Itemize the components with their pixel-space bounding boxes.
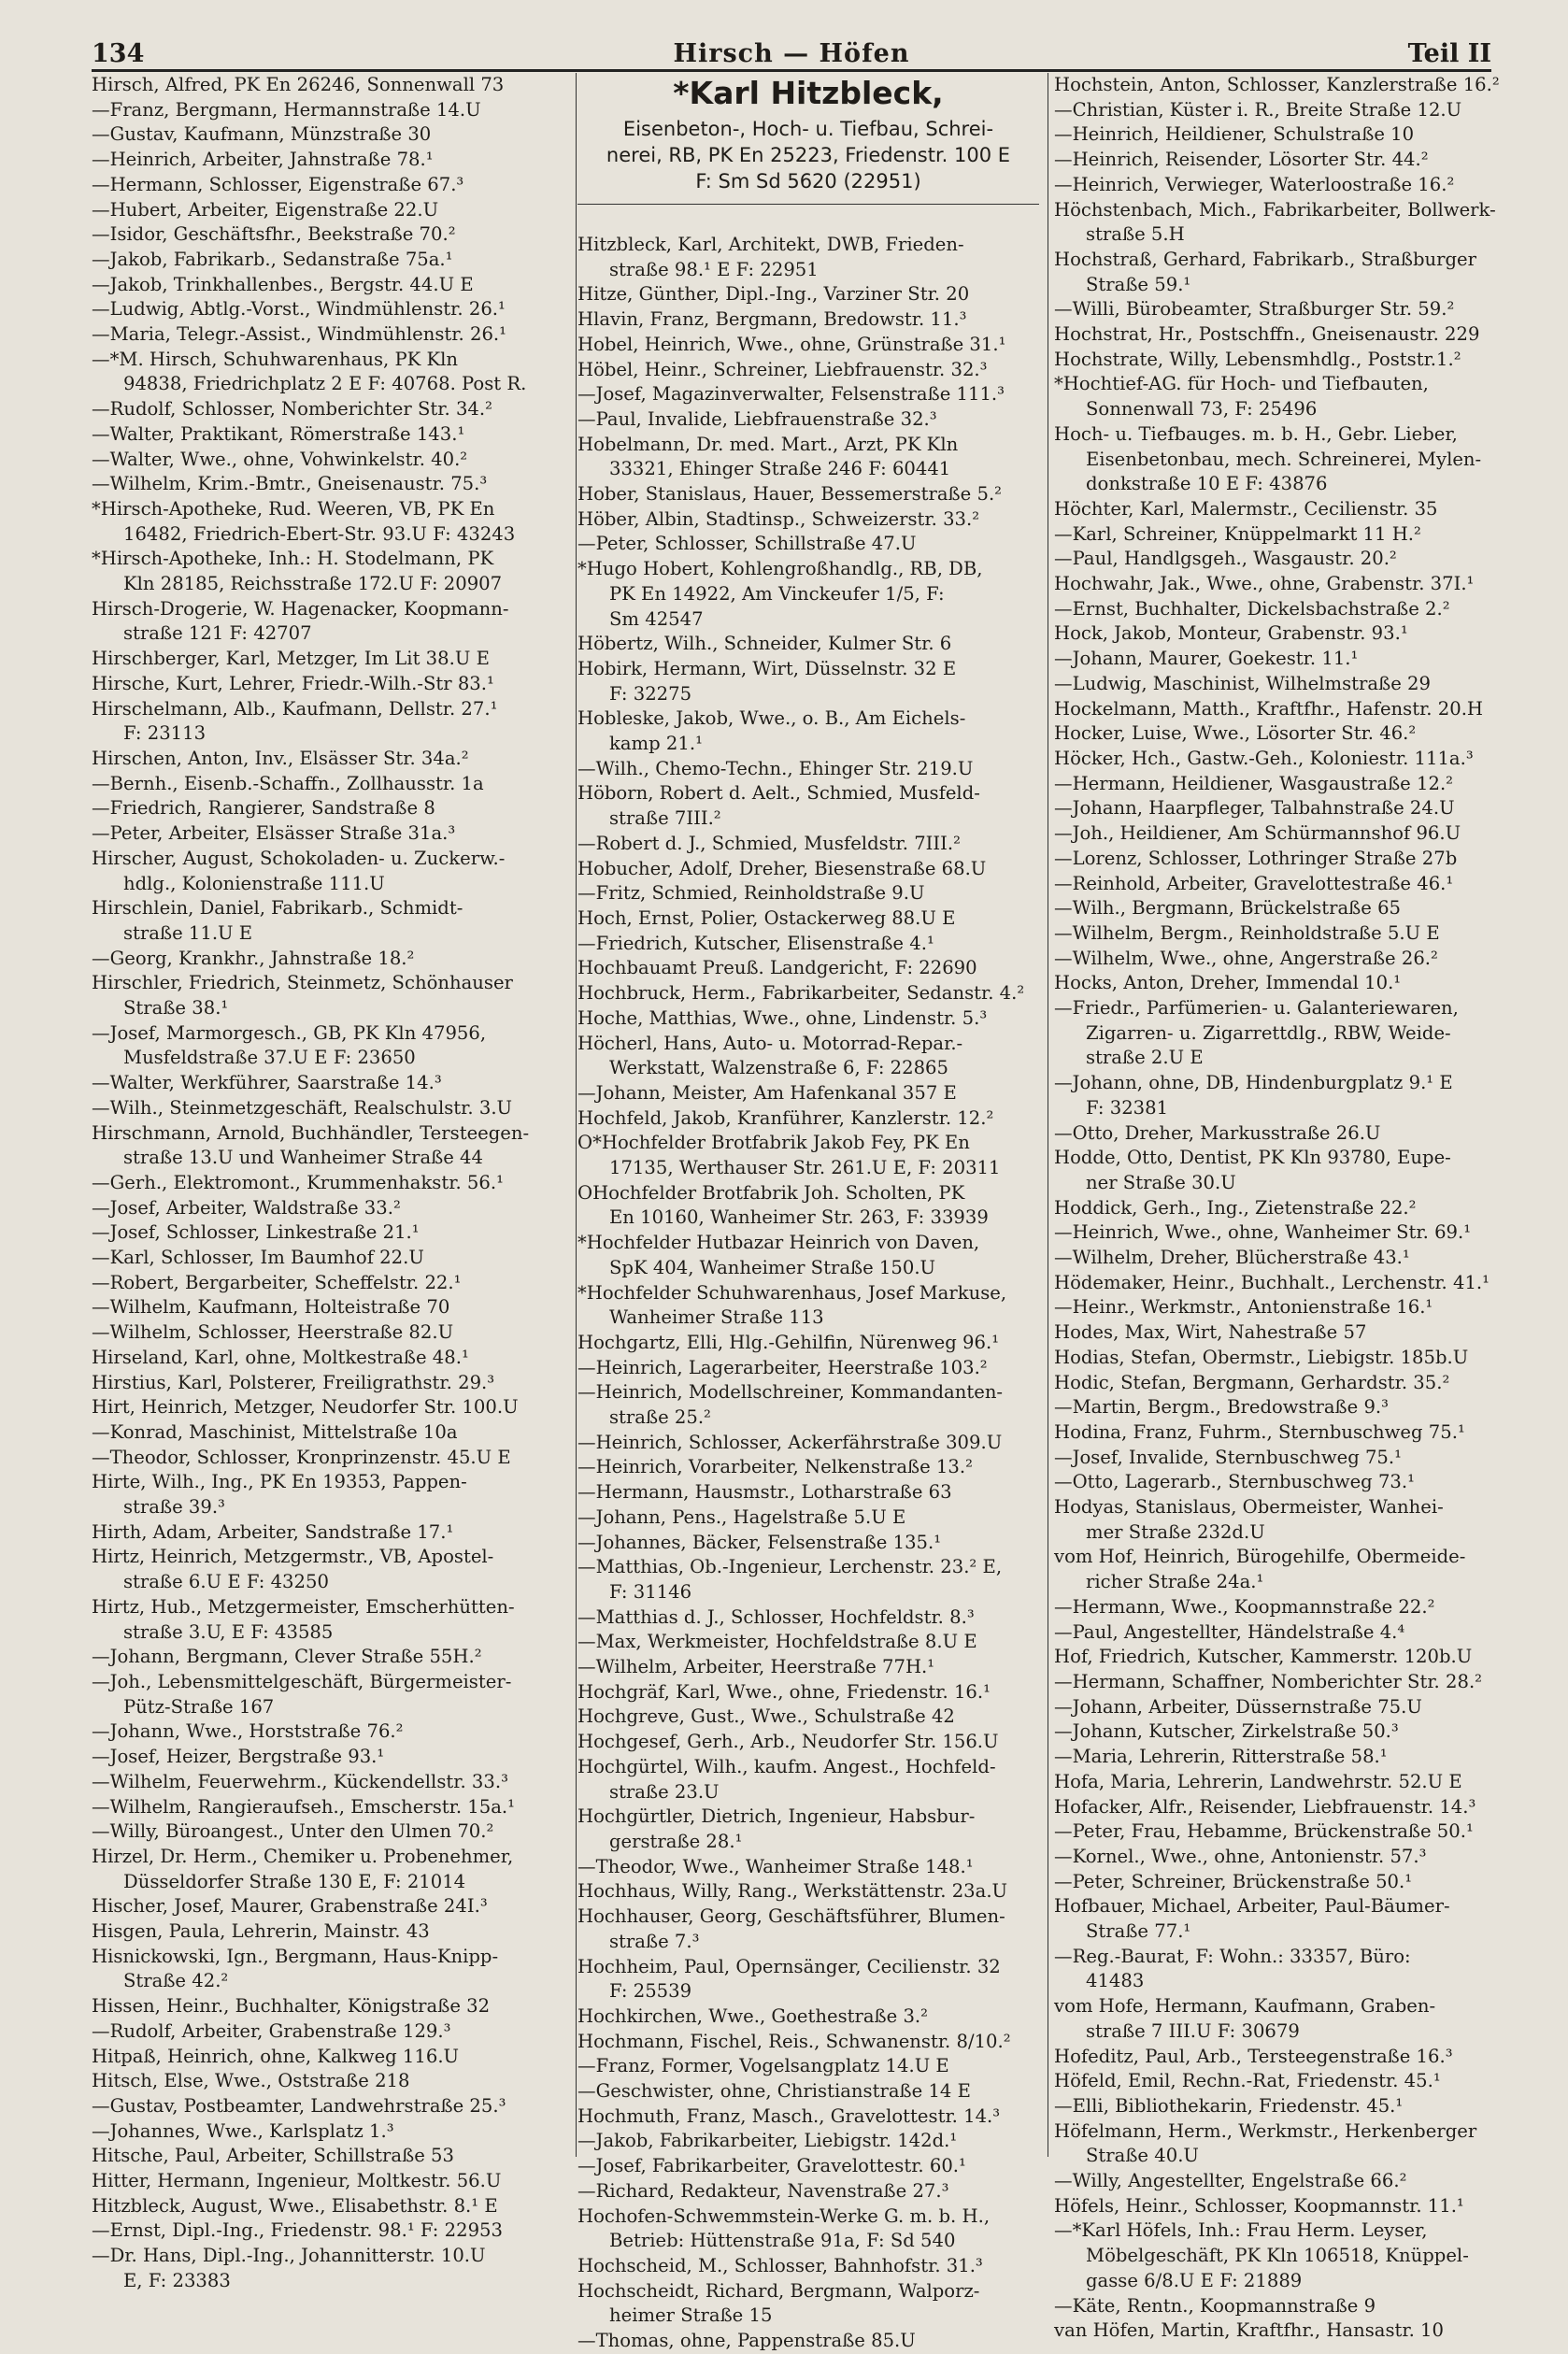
directory-entry: —Georg, Krankhr., Jahnstraße 18.² bbox=[92, 947, 415, 969]
directory-entry: —Wilh., Steinmetzgeschäft, Realschulstr. 3.U bbox=[92, 1096, 513, 1119]
directory-entry-continuation: straße 98.¹ E F: 22951 bbox=[609, 258, 819, 280]
directory-entry: *Hugo Hobert, Kohlengroßhandlg., RB, DB, bbox=[577, 558, 983, 580]
directory-entry: OHochfelder Brotfabrik Joh. Scholten, PK bbox=[577, 1181, 965, 1204]
directory-entry: —Reinhold, Arbeiter, Gravelottestraße 46.¹ bbox=[1054, 872, 1454, 894]
directory-entry: —Heinrich, Vorarbeiter, Nelkenstraße 13.² bbox=[577, 1456, 973, 1478]
directory-entry: —Peter, Schlosser, Schillstraße 47.U bbox=[577, 533, 917, 555]
directory-entry: Hirsch-Drogerie, W. Hagenacker, Koopmann- bbox=[92, 597, 509, 620]
directory-entry-continuation: straße 3.U, E F: 43585 bbox=[123, 1620, 334, 1643]
directory-entry: —Karl, Schlosser, Im Baumhof 22.U bbox=[92, 1247, 424, 1269]
directory-entry-continuation: gasse 6/8.U E F: 21889 bbox=[1086, 2269, 1303, 2291]
section-label: Teil II bbox=[1407, 39, 1491, 68]
directory-entry: Hirtz, Heinrich, Metzgermstr., VB, Apostel- bbox=[92, 1546, 494, 1568]
directory-entry-continuation: straße 11.U E bbox=[123, 921, 253, 944]
directory-entry: Hirscher, August, Schokoladen- u. Zuckerw.- bbox=[92, 847, 506, 869]
directory-entry: —Rudolf, Schlosser, Nomberichter Str. 34.² bbox=[92, 398, 492, 421]
directory-entry: Hober, Stanislaus, Hauer, Bessemerstraße 5.² bbox=[577, 483, 1003, 506]
directory-entry: Hoch- u. Tiefbauges. m. b. H., Gebr. Lieber, bbox=[1054, 422, 1458, 445]
directory-entry-continuation: F: 31146 bbox=[609, 1580, 692, 1603]
directory-entry: —Willy, Büroangest., Unter den Ulmen 70.² bbox=[92, 1820, 494, 1843]
directory-entry: Hisgen, Paula, Lehrerin, Mainstr. 43 bbox=[92, 1920, 430, 1943]
directory-entry-continuation: F: 23113 bbox=[123, 722, 207, 745]
directory-entry: Hochfeld, Jakob, Kranführer, Kanzlerstr. 12.² bbox=[577, 1106, 994, 1129]
directory-entry: —Käte, Rentn., Koopmannstraße 9 bbox=[1054, 2294, 1376, 2317]
directory-entry: —Hermann, Schlosser, Eigenstraße 67.³ bbox=[92, 173, 464, 195]
directory-entry: Höchter, Karl, Malermstr., Cecilienstr. 35 bbox=[1054, 497, 1438, 520]
directory-entry: —Johann, Kutscher, Zirkelstraße 50.³ bbox=[1054, 1720, 1399, 1743]
directory-entry: Hirschelmann, Alb., Kaufmann, Dellstr. 27.¹ bbox=[92, 697, 498, 720]
directory-entry: Höfels, Heinr., Schlosser, Koopmannstr. 11.¹ bbox=[1054, 2194, 1464, 2217]
directory-entry-continuation: 94838, Friedrichplatz 2 E F: 40768. Post R. bbox=[123, 373, 527, 395]
directory-entry-continuation: Straße 59.¹ bbox=[1086, 273, 1191, 295]
directory-entry-continuation: heimer Straße 15 bbox=[609, 2304, 773, 2327]
directory-entry: Hochhauser, Georg, Geschäftsführer, Blumen- bbox=[577, 1905, 1005, 1928]
directory-entry: —Johann, Bergmann, Clever Straße 55H.² bbox=[92, 1646, 482, 1668]
directory-entry: *Hochtief-AG. für Hoch- und Tiefbauten, bbox=[1054, 373, 1429, 395]
directory-entry: Hofeditz, Paul, Arb., Tersteegenstraße 16.³ bbox=[1054, 2045, 1453, 2067]
directory-entry: Hofbauer, Michael, Arbeiter, Paul-Bäumer- bbox=[1054, 1895, 1450, 1918]
directory-entry: —Wilh., Bergmann, Brückelstraße 65 bbox=[1054, 897, 1401, 920]
directory-entry: —Ernst, Dipl.-Ing., Friedenstr. 98.¹ F: 22953 bbox=[92, 2219, 503, 2242]
directory-entry: Hodias, Stefan, Obermstr., Liebigstr. 185b.U bbox=[1054, 1346, 1469, 1368]
directory-entry: Hoch, Ernst, Polier, Ostackerweg 88.U E bbox=[577, 906, 956, 929]
directory-entry: —Gustav, Kaufmann, Münzstraße 30 bbox=[92, 123, 432, 146]
directory-entry: —Heinrich, Wwe., ohne, Wanheimer Str. 69.¹ bbox=[1054, 1221, 1472, 1244]
directory-entry-continuation: 17135, Werthauser Str. 261.U E, F: 20311 bbox=[609, 1157, 1001, 1179]
directory-entry: —Maria, Lehrerin, Ritterstraße 58.¹ bbox=[1054, 1746, 1388, 1768]
directory-entry: Hirstius, Karl, Polsterer, Freiligrathstr. 29.³ bbox=[92, 1371, 495, 1393]
directory-entry-continuation: SpK 404, Wanheimer Straße 150.U bbox=[609, 1256, 936, 1278]
directory-entry: Höborn, Robert d. Aelt., Schmied, Musfeld- bbox=[577, 782, 980, 805]
directory-entry-continuation: Musfeldstraße 37.U E F: 23650 bbox=[123, 1047, 416, 1069]
directory-entry: —Joh., Heildiener, Am Schürmannshof 96.U bbox=[1054, 822, 1461, 845]
directory-entry: —Joh., Lebensmittelgeschäft, Bürgermeister- bbox=[92, 1671, 512, 1692]
directory-entry: Höcherl, Hans, Auto- u. Motorrad-Repar.- bbox=[577, 1032, 963, 1054]
directory-entry: Hirschler, Friedrich, Steinmetz, Schönhauser bbox=[92, 972, 513, 994]
directory-entry-continuation: donkstraße 10 E F: 43876 bbox=[1086, 473, 1328, 495]
directory-entry: —Jakob, Fabrikarbeiter, Liebigstr. 142d.¹ bbox=[577, 2130, 958, 2152]
directory-entry: Hochscheidt, Richard, Bergmann, Walporz- bbox=[577, 2279, 980, 2302]
directory-entry-continuation: straße 23.U bbox=[609, 1780, 720, 1803]
directory-entry: *Hochfelder Schuhwarenhaus, Josef Markuse, bbox=[577, 1281, 1007, 1304]
directory-entry-continuation: Werkstatt, Walzenstraße 6, F: 22865 bbox=[609, 1057, 948, 1079]
directory-entry: Hodic, Stefan, Bergmann, Gerhardstr. 35.² bbox=[1054, 1371, 1450, 1393]
directory-entry-continuation: Straße 38.¹ bbox=[123, 997, 229, 1020]
directory-entry-continuation: straße 6.U E F: 43250 bbox=[123, 1571, 329, 1593]
directory-entry-continuation: Zigarren- u. Zigarrettdlg., RBW, Weide- bbox=[1086, 1021, 1451, 1044]
directory-entry: —Heinrich, Modellschreiner, Kommandanten- bbox=[577, 1381, 1004, 1404]
directory-entry-continuation: Sm 42547 bbox=[609, 607, 704, 630]
directory-entry: —Wilhelm, Wwe., ohne, Angerstraße 26.² bbox=[1054, 947, 1438, 969]
directory-entry: Hochofen-Schwemmstein-Werke G. m. b. H., bbox=[577, 2204, 991, 2227]
directory-entry: vom Hofe, Hermann, Kaufmann, Graben- bbox=[1054, 1995, 1436, 2018]
directory-entry: Hobel, Heinrich, Wwe., ohne, Grünstraße 31.¹ bbox=[577, 333, 1006, 355]
directory-entry: —Max, Werkmeister, Hochfeldstraße 8.U E bbox=[577, 1631, 977, 1653]
ad-line: nerei, RB, PK En 25223, Friedenstr. 100 E bbox=[606, 144, 1011, 166]
directory-entry-continuation: Kln 28185, Reichsstraße 172.U F: 20907 bbox=[123, 573, 503, 595]
directory-entry: Höcker, Hch., Gastw.-Geh., Koloniestr. 111a.³ bbox=[1054, 747, 1474, 769]
directory-entry: Hirschen, Anton, Inv., Elsässer Str. 34a.² bbox=[92, 747, 469, 769]
directory-entry: —Peter, Schreiner, Brückenstraße 50.¹ bbox=[1054, 1870, 1413, 1892]
directory-entry: Hochmann, Fischel, Reis., Schwanenstr. 8/10.² bbox=[577, 2030, 1011, 2052]
directory-entry-continuation: ner Straße 30.U bbox=[1086, 1171, 1236, 1193]
directory-entry: —Franz, Former, Vogelsangplatz 14.U E bbox=[577, 2055, 949, 2077]
directory-entry: —Richard, Redakteur, Navenstraße 27.³ bbox=[577, 2179, 949, 2202]
directory-entry: —Johann, Meister, Am Hafenkanal 357 E bbox=[577, 1081, 957, 1104]
directory-entry: —Peter, Frau, Hebamme, Brückenstraße 50.¹ bbox=[1054, 1820, 1474, 1843]
directory-entry: —Geschwister, ohne, Christianstraße 14 E bbox=[577, 2080, 971, 2103]
directory-entry: Hirseland, Karl, ohne, Moltkestraße 48.¹ bbox=[92, 1346, 469, 1368]
directory-column-2 bbox=[577, 73, 1039, 2352]
directory-entry: Hocks, Anton, Dreher, Immendal 10.¹ bbox=[1054, 972, 1402, 994]
directory-entry-continuation: Straße 40.U bbox=[1086, 2145, 1199, 2167]
ad-company-name: *Karl Hitzbleck, bbox=[673, 75, 944, 111]
directory-entry: Hochgartz, Elli, Hlg.-Gehilfin, Nürenweg 96.¹ bbox=[577, 1331, 1000, 1353]
directory-entry: —Ernst, Buchhalter, Dickelsbachstraße 2.² bbox=[1054, 597, 1450, 620]
directory-entry: Hofa, Maria, Lehrerin, Landwehrstr. 52.U E bbox=[1054, 1770, 1462, 1792]
directory-entry: Hochgürtler, Dietrich, Ingenieur, Habsbur- bbox=[577, 1805, 976, 1828]
directory-entry: —Willi, Bürobeamter, Straßburger Str. 59.² bbox=[1054, 298, 1455, 321]
ad-line: F: Sm Sd 5620 (22951) bbox=[695, 170, 921, 193]
directory-entry-continuation: straße 7.³ bbox=[609, 1930, 700, 1952]
directory-entry: Höfeld, Emil, Rechn.-Rat, Friedenstr. 45.¹ bbox=[1054, 2070, 1441, 2092]
directory-entry: —Franz, Bergmann, Hermannstraße 14.U bbox=[92, 98, 481, 121]
directory-entry: —Johann, Wwe., Horststraße 76.² bbox=[92, 1720, 404, 1743]
directory-entry: Hodes, Max, Wirt, Nahestraße 57 bbox=[1054, 1321, 1367, 1344]
directory-entry-continuation: En 10160, Wanheimer Str. 263, F: 33939 bbox=[609, 1206, 989, 1229]
directory-entry: —Friedrich, Kutscher, Elisenstraße 4.¹ bbox=[577, 932, 934, 954]
directory-entry: —Robert, Bergarbeiter, Scheffelstr. 22.¹ bbox=[92, 1271, 462, 1293]
directory-entry: Hocker, Luise, Wwe., Lösorter Str. 46.² bbox=[1054, 722, 1417, 745]
directory-entry: Hlavin, Franz, Bergmann, Bredowstr. 11.³ bbox=[577, 308, 967, 331]
directory-entry-continuation: richer Straße 24a.¹ bbox=[1086, 1571, 1264, 1593]
directory-entry: Hirt, Heinrich, Metzger, Neudorfer Str. 100.U bbox=[92, 1396, 519, 1419]
directory-entry: Höbertz, Wilh., Schneider, Kulmer Str. 6 bbox=[577, 633, 952, 655]
directory-entry: Höbel, Heinr., Schreiner, Liebfrauenstr. 32.³ bbox=[577, 358, 988, 380]
directory-entry-continuation: straße 25.² bbox=[609, 1406, 711, 1429]
directory-entry-continuation: Sonnenwall 73, F: 25496 bbox=[1086, 398, 1318, 421]
directory-entry: Hochkirchen, Wwe., Goethestraße 3.² bbox=[577, 2004, 929, 2027]
directory-entry: —Willy, Angestellter, Engelstraße 66.² bbox=[1054, 2170, 1407, 2192]
directory-entry: Hochgürtel, Wilh., kaufm. Angest., Hochfeld- bbox=[577, 1755, 996, 1777]
directory-entry-continuation: straße 7 III.U F: 30679 bbox=[1086, 2019, 1300, 2042]
directory-entry: —Friedrich, Rangierer, Sandstraße 8 bbox=[92, 797, 435, 820]
directory-entry: —Hermann, Schaffner, Nomberichter Str. 28.² bbox=[1054, 1671, 1483, 1692]
directory-entry: —Jakob, Fabrikarb., Sedanstraße 75a.¹ bbox=[92, 248, 453, 270]
directory-entry: Hitzbleck, Karl, Architekt, DWB, Frieden- bbox=[577, 234, 964, 255]
directory-entry: Hochstraß, Gerhard, Fabrikarb., Straßburger bbox=[1054, 248, 1477, 270]
directory-entry: Hirschlein, Daniel, Fabrikarb., Schmidt- bbox=[92, 897, 463, 920]
directory-entry: —Theodor, Schlosser, Kronprinzenstr. 45.U E bbox=[92, 1446, 511, 1468]
directory-entry: —Gustav, Postbeamter, Landwehrstraße 25.³ bbox=[92, 2094, 506, 2117]
directory-entry: —Matthias, Ob.-Ingenieur, Lerchenstr. 23.² E, bbox=[577, 1556, 1003, 1578]
directory-entry: —Thomas, ohne, Pappenstraße 85.U bbox=[577, 2330, 916, 2352]
directory-entry-continuation: Möbelgeschäft, PK Kln 106518, Knüppel- bbox=[1086, 2245, 1469, 2267]
directory-entry: —Paul, Angestellter, Händelstraße 4.⁴ bbox=[1054, 1620, 1405, 1643]
directory-entry: —Ludwig, Abtlg.-Vorst., Windmühlenstr. 26.¹ bbox=[92, 298, 506, 321]
directory-entry: —Heinrich, Lagerarbeiter, Heerstraße 103.² bbox=[577, 1356, 988, 1378]
directory-entry: —Heinrich, Reisender, Lösorter Str. 44.² bbox=[1054, 149, 1429, 171]
directory-entry: Hochgesef, Gerh., Arb., Neudorfer Str. 156.U bbox=[577, 1731, 999, 1753]
directory-entry: Hitter, Hermann, Ingenieur, Moltkestr. 56.U bbox=[92, 2170, 502, 2192]
directory-entry: Hissen, Heinr., Buchhalter, Königstraße 32 bbox=[92, 1995, 491, 2018]
directory-entry-continuation: Pütz-Straße 167 bbox=[123, 1695, 275, 1718]
directory-entry: Höfelmann, Herm., Werkmstr., Herkenberger bbox=[1054, 2119, 1477, 2142]
directory-entry: Hock, Jakob, Monteur, Grabenstr. 93.¹ bbox=[1054, 622, 1408, 645]
directory-entry: Hochhaus, Willy, Rang., Werkstättenstr. 23a.U bbox=[577, 1880, 1008, 1903]
directory-entry: Hisnickowski, Ign., Bergmann, Haus-Knipp- bbox=[92, 1945, 499, 1967]
directory-entry: Hischer, Josef, Maurer, Grabenstraße 24I.³ bbox=[92, 1895, 488, 1918]
directory-entry: Hochstrat, Hr., Postschffn., Gneisenaustr. 229 bbox=[1054, 323, 1480, 346]
directory-entry-continuation: kamp 21.¹ bbox=[609, 733, 703, 755]
directory-entry: —Maria, Telegr.-Assist., Windmühlenstr. 26.¹ bbox=[92, 323, 506, 346]
directory-entry: Hitpaß, Heinrich, ohne, Kalkweg 116.U bbox=[92, 2045, 460, 2067]
directory-entry-continuation: straße 7III.² bbox=[609, 807, 721, 830]
directory-entry: —Josef, Marmorgesch., GB, PK Kln 47956, bbox=[92, 1021, 487, 1044]
directory-entry: —Walter, Wwe., ohne, Vohwinkelstr. 40.² bbox=[92, 448, 468, 470]
directory-entry-continuation: straße 2.U E bbox=[1086, 1047, 1204, 1069]
directory-entry: —Karl, Schreiner, Knüppelmarkt 11 H.² bbox=[1054, 522, 1421, 545]
directory-entry: —Josef, Fabrikarbeiter, Gravelottestr. 60.¹ bbox=[577, 2155, 966, 2177]
directory-entry: —Josef, Magazinverwalter, Felsenstraße 111.³ bbox=[577, 383, 1005, 406]
directory-entry: van Höfen, Martin, Kraftfhr., Hansastr. 10 bbox=[1054, 2319, 1444, 2342]
directory-entry: Hochwahr, Jak., Wwe., ohne, Grabenstr. 37I.¹ bbox=[1054, 573, 1475, 595]
directory-entry: —Hermann, Wwe., Koopmannstraße 22.² bbox=[1054, 1595, 1435, 1618]
directory-entry: —Hubert, Arbeiter, Eigenstraße 22.U bbox=[92, 198, 439, 221]
directory-entry-continuation: hdlg., Kolonienstraße 111.U bbox=[123, 872, 385, 894]
directory-entry: —Elli, Bibliothekarin, Friedenstr. 45.¹ bbox=[1054, 2094, 1404, 2117]
directory-entry: —Hermann, Hausmstr., Lotharstraße 63 bbox=[577, 1481, 952, 1504]
directory-entry-continuation: straße 5.H bbox=[1086, 223, 1185, 246]
directory-entry: Hitsche, Paul, Arbeiter, Schillstraße 53 bbox=[92, 2145, 454, 2167]
directory-entry: —Wilh., Chemo-Techn., Ehinger Str. 219.U bbox=[577, 757, 974, 779]
directory-entry-continuation: 41483 bbox=[1086, 1970, 1145, 1992]
directory-entry: —Matthias d. J., Schlosser, Hochfeldstr. 8.³ bbox=[577, 1605, 975, 1628]
directory-entry-continuation: Straße 42.² bbox=[123, 1970, 229, 1992]
directory-entry-continuation: PK En 14922, Am Vinckeufer 1/5, F: bbox=[609, 582, 945, 605]
directory-entry: Hochgräf, Karl, Wwe., ohne, Friedenstr. 16.¹ bbox=[577, 1680, 991, 1703]
directory-entry: —Johann, Haarpfleger, Talbahnstraße 24.U bbox=[1054, 797, 1455, 820]
directory-entry: Höber, Albin, Stadtinsp., Schweizerstr. 33.² bbox=[577, 507, 980, 530]
directory-column-1 bbox=[92, 73, 576, 2291]
directory-entry-continuation: Eisenbetonbau, mech. Schreinerei, Mylen- bbox=[1086, 448, 1482, 470]
directory-entry: —Robert d. J., Schmied, Musfeldstr. 7III.² bbox=[577, 832, 961, 854]
directory-entry: —Otto, Dreher, Markusstraße 26.U bbox=[1054, 1121, 1381, 1144]
directory-entry: —Josef, Invalide, Sternbuschweg 75.¹ bbox=[1054, 1446, 1402, 1468]
directory-entry: Hitze, Günther, Dipl.-Ing., Varziner Str. 20 bbox=[577, 283, 970, 306]
directory-entry: —Heinrich, Schlosser, Ackerfährstraße 309.U bbox=[577, 1431, 1003, 1453]
directory-entry-continuation: straße 13.U und Wanheimer Straße 44 bbox=[123, 1147, 483, 1169]
directory-entry: Hirsch, Alfred, PK En 26246, Sonnenwall 73 bbox=[92, 74, 505, 95]
directory-entry: —Gerh., Elektromont., Krummenhakstr. 56.¹ bbox=[92, 1171, 504, 1193]
directory-entry: —Heinr., Werkmstr., Antonienstraße 16.¹ bbox=[1054, 1296, 1433, 1319]
directory-entry: Hofacker, Alfr., Reisender, Liebfrauenstr. 14.³ bbox=[1054, 1795, 1476, 1818]
directory-entry-continuation: Straße 77.¹ bbox=[1086, 1920, 1191, 1943]
directory-entry: Hirsche, Kurt, Lehrer, Friedr.-Wilh.-Str 83.¹ bbox=[92, 672, 494, 694]
directory-entry: Hodyas, Stanislaus, Obermeister, Wanhei- bbox=[1054, 1496, 1444, 1519]
directory-entry: —Dr. Hans, Dipl.-Ing., Johannitterstr. 10.U bbox=[92, 2245, 486, 2267]
directory-entry-continuation: E, F: 23383 bbox=[123, 2269, 231, 2291]
directory-entry: —Johann, Maurer, Goekestr. 11.¹ bbox=[1054, 648, 1359, 670]
directory-entry: —Heinrich, Heildiener, Schulstraße 10 bbox=[1054, 123, 1415, 146]
directory-entry: —Wilhelm, Bergm., Reinholdstraße 5.U E bbox=[1054, 921, 1440, 944]
directory-entry: *Hochfelder Hutbazar Heinrich von Daven, bbox=[577, 1232, 980, 1254]
directory-entry: O*Hochfelder Brotfabrik Jakob Fey, PK En bbox=[577, 1132, 970, 1154]
directory-entry-continuation: Wanheimer Straße 113 bbox=[609, 1306, 824, 1329]
directory-entry: —Wilhelm, Schlosser, Heerstraße 82.U bbox=[92, 1321, 454, 1344]
directory-entry: —Otto, Lagerarb., Sternbuschweg 73.¹ bbox=[1054, 1471, 1415, 1493]
advertisement-box bbox=[577, 73, 1039, 205]
directory-entry: —Theodor, Wwe., Wanheimer Straße 148.¹ bbox=[577, 1855, 974, 1877]
directory-entry: —Walter, Praktikant, Römerstraße 143.¹ bbox=[92, 422, 465, 445]
directory-entry: —Jakob, Trinkhallenbes., Bergstr. 44.U E bbox=[92, 273, 474, 295]
directory-entry-continuation: 33321, Ehinger Straße 246 F: 60441 bbox=[609, 458, 951, 480]
directory-entry: —Peter, Arbeiter, Elsässer Straße 31a.³ bbox=[92, 822, 456, 845]
directory-entry: —Reg.-Baurat, F: Wohn.: 33357, Büro: bbox=[1054, 1945, 1411, 1967]
directory-entry: —Wilhelm, Kaufmann, Holteistraße 70 bbox=[92, 1296, 450, 1319]
directory-entry: Hobirk, Hermann, Wirt, Düsselnstr. 32 E bbox=[577, 657, 957, 679]
directory-entry: —Johannes, Bäcker, Felsenstraße 135.¹ bbox=[577, 1531, 942, 1553]
directory-entry: Hobucher, Adolf, Dreher, Biesenstraße 68.U bbox=[577, 857, 987, 879]
directory-entry: —*M. Hirsch, Schuhwarenhaus, PK Kln bbox=[92, 348, 459, 370]
directory-entry: Hitsch, Else, Wwe., Oststraße 218 bbox=[92, 2070, 410, 2092]
directory-entry: Hirschberger, Karl, Metzger, Im Lit 38.U E bbox=[92, 648, 490, 670]
column-divider-left bbox=[576, 73, 577, 2157]
directory-entry: —Heinrich, Verwieger, Waterloostraße 16.² bbox=[1054, 173, 1455, 195]
directory-entry: —Josef, Heizer, Bergstraße 93.¹ bbox=[92, 1746, 385, 1768]
directory-entry: *Hirsch-Apotheke, Inh.: H. Stodelmann, PK bbox=[92, 548, 494, 570]
directory-entry: —Josef, Schlosser, Linkestraße 21.¹ bbox=[92, 1221, 420, 1244]
directory-entry-continuation: F: 25539 bbox=[609, 1980, 692, 2003]
directory-entry: —Wilhelm, Krim.-Bmtr., Gneisenaustr. 75.³ bbox=[92, 473, 488, 495]
directory-entry: —*Karl Höfels, Inh.: Frau Herm. Leyser, bbox=[1054, 2219, 1428, 2242]
directory-entry: —Friedr., Parfümerien- u. Galanteriewaren, bbox=[1054, 997, 1459, 1020]
directory-entry: —Isidor, Geschäftsfhr., Beekstraße 70.² bbox=[92, 223, 456, 246]
directory-entry-continuation: straße 121 F: 42707 bbox=[123, 622, 312, 645]
directory-entry: —Heinrich, Arbeiter, Jahnstraße 78.¹ bbox=[92, 149, 434, 171]
directory-entry: Hochmuth, Franz, Masch., Gravelottestr. 14.³ bbox=[577, 2104, 1001, 2127]
directory-entry: —Wilhelm, Rangieraufseh., Emscherstr. 15a.¹ bbox=[92, 1795, 516, 1818]
directory-entry: Hochscheid, M., Schlosser, Bahnhofstr. 31.³ bbox=[577, 2254, 983, 2276]
directory-entry: —Johann, ohne, DB, Hindenburgplatz 9.¹ E bbox=[1054, 1072, 1453, 1094]
directory-entry: Hitzbleck, August, Wwe., Elisabethstr. 8.¹ E bbox=[92, 2194, 498, 2217]
directory-entry-continuation: mer Straße 232d.U bbox=[1086, 1520, 1265, 1543]
directory-column-2-entries bbox=[577, 233, 1039, 2354]
directory-entry: Hirtz, Hub., Metzgermeister, Emscherhütten- bbox=[92, 1595, 515, 1618]
directory-entry: Hoddick, Gerh., Ing., Zietenstraße 22.² bbox=[1054, 1196, 1417, 1219]
directory-entry-continuation: F: 32381 bbox=[1086, 1096, 1169, 1119]
directory-entry-continuation: 16482, Friedrich-Ebert-Str. 93.U F: 43243 bbox=[123, 522, 516, 545]
directory-entry: —Konrad, Maschinist, Mittelstraße 10a bbox=[92, 1420, 458, 1443]
page-number: 134 bbox=[92, 39, 145, 68]
directory-entry-continuation: gerstraße 28.¹ bbox=[609, 1831, 743, 1852]
directory-entry: —Johannes, Wwe., Karlsplatz 1.³ bbox=[92, 2119, 394, 2142]
directory-entry: —Ludwig, Maschinist, Wilhelmstraße 29 bbox=[1054, 672, 1431, 694]
directory-entry-continuation: straße 39.³ bbox=[123, 1496, 225, 1519]
directory-entry: Hobelmann, Dr. med. Mart., Arzt, PK Kln bbox=[577, 433, 959, 455]
directory-entry: Hochstrate, Willy, Lebensmhdlg., Poststr.1.² bbox=[1054, 348, 1461, 370]
directory-entry-continuation: F: 32275 bbox=[609, 682, 692, 705]
directory-entry: Hof, Friedrich, Kutscher, Kammerstr. 120b.U bbox=[1054, 1646, 1473, 1668]
directory-entry: Hochgreve, Gust., Wwe., Schulstraße 42 bbox=[577, 1705, 955, 1728]
directory-entry: —Walter, Werkführer, Saarstraße 14.³ bbox=[92, 1072, 442, 1094]
directory-entry: —Wilhelm, Arbeiter, Heerstraße 77H.¹ bbox=[577, 1656, 935, 1678]
directory-entry: —Martin, Bergm., Bredowstraße 9.³ bbox=[1054, 1396, 1389, 1419]
directory-entry: *Hirsch-Apotheke, Rud. Weeren, VB, PK En bbox=[92, 497, 495, 520]
directory-entry: —Kornel., Wwe., ohne, Antonienstr. 57.³ bbox=[1054, 1845, 1427, 1867]
directory-entry: Hochbauamt Preuß. Landgericht, F: 22690 bbox=[577, 957, 977, 979]
directory-entry: —Johann, Arbeiter, Düssernstraße 75.U bbox=[1054, 1695, 1422, 1718]
directory-entry: —Johann, Pens., Hagelstraße 5.U E bbox=[577, 1505, 906, 1528]
directory-entry: Hochstein, Anton, Schlosser, Kanzlerstraße 16.² bbox=[1054, 74, 1500, 95]
directory-entry: —Wilhelm, Dreher, Blücherstraße 43.¹ bbox=[1054, 1247, 1410, 1269]
directory-entry: —Josef, Arbeiter, Waldstraße 33.² bbox=[92, 1196, 401, 1219]
directory-entry: —Paul, Handlgsgeh., Wasgaustr. 20.² bbox=[1054, 548, 1397, 570]
directory-entry: —Hermann, Heildiener, Wasgaustraße 12.² bbox=[1054, 772, 1454, 794]
directory-entry: Höchstenbach, Mich., Fabrikarbeiter, Bollwerk- bbox=[1054, 198, 1496, 221]
page-header bbox=[92, 36, 1491, 72]
ad-line: Eisenbeton-, Hoch- u. Tiefbau, Schrei- bbox=[622, 118, 994, 140]
directory-entry: Hodina, Franz, Fuhrm., Sternbuschweg 75.¹ bbox=[1054, 1420, 1465, 1443]
directory-entry: Hoche, Matthias, Wwe., ohne, Lindenstr. 5.³ bbox=[577, 1006, 988, 1029]
directory-entry: Hobleske, Jakob, Wwe., o. B., Am Eichels- bbox=[577, 707, 966, 730]
directory-entry: Hochheim, Paul, Opernsänger, Cecilienstr. 32 bbox=[577, 1955, 1001, 1977]
directory-entry: —Fritz, Schmied, Reinholdstraße 9.U bbox=[577, 882, 925, 905]
directory-entry: —Rudolf, Arbeiter, Grabenstraße 129.³ bbox=[92, 2019, 451, 2042]
directory-entry: —Christian, Küster i. R., Breite Straße 12.U bbox=[1054, 98, 1462, 121]
directory-entry-continuation: Düsseldorfer Straße 130 E, F: 21014 bbox=[123, 1870, 466, 1892]
directory-entry: —Lorenz, Schlosser, Lothringer Straße 27b bbox=[1054, 847, 1458, 869]
directory-column-3 bbox=[1054, 73, 1500, 2342]
directory-entry: Hirschmann, Arnold, Buchhändler, Tersteegen- bbox=[92, 1121, 530, 1144]
directory-entry: —Wilhelm, Feuerwehrm., Kückendellstr. 33.³ bbox=[92, 1770, 508, 1792]
directory-entry: Hochbruck, Herm., Fabrikarbeiter, Sedanstr. 4.² bbox=[577, 982, 1025, 1005]
running-title: Hirsch — Höfen bbox=[673, 39, 910, 68]
directory-entry: Hirzel, Dr. Herm., Chemiker u. Probenehmer, bbox=[92, 1845, 514, 1867]
directory-entry: —Paul, Invalide, Liebfrauenstraße 32.³ bbox=[577, 407, 937, 430]
directory-entry-continuation: Betrieb: Hüttenstraße 91a, F: Sd 540 bbox=[609, 2230, 956, 2252]
directory-entry: Hockelmann, Matth., Kraftfhr., Hafenstr. 20.H bbox=[1054, 697, 1484, 720]
directory-entry: Hödemaker, Heinr., Buchhalt., Lerchenstr. 41.¹ bbox=[1054, 1271, 1490, 1293]
directory-entry: —Bernh., Eisenb.-Schaffn., Zollhausstr. 1a bbox=[92, 772, 484, 794]
directory-entry: Hirth, Adam, Arbeiter, Sandstraße 17.¹ bbox=[92, 1520, 454, 1543]
directory-entry: vom Hof, Heinrich, Bürogehilfe, Obermeide- bbox=[1054, 1546, 1466, 1568]
directory-entry: Hirte, Wilh., Ing., PK En 19353, Pappen- bbox=[92, 1471, 467, 1493]
directory-entry: Hodde, Otto, Dentist, PK Kln 93780, Eupe- bbox=[1054, 1147, 1451, 1169]
